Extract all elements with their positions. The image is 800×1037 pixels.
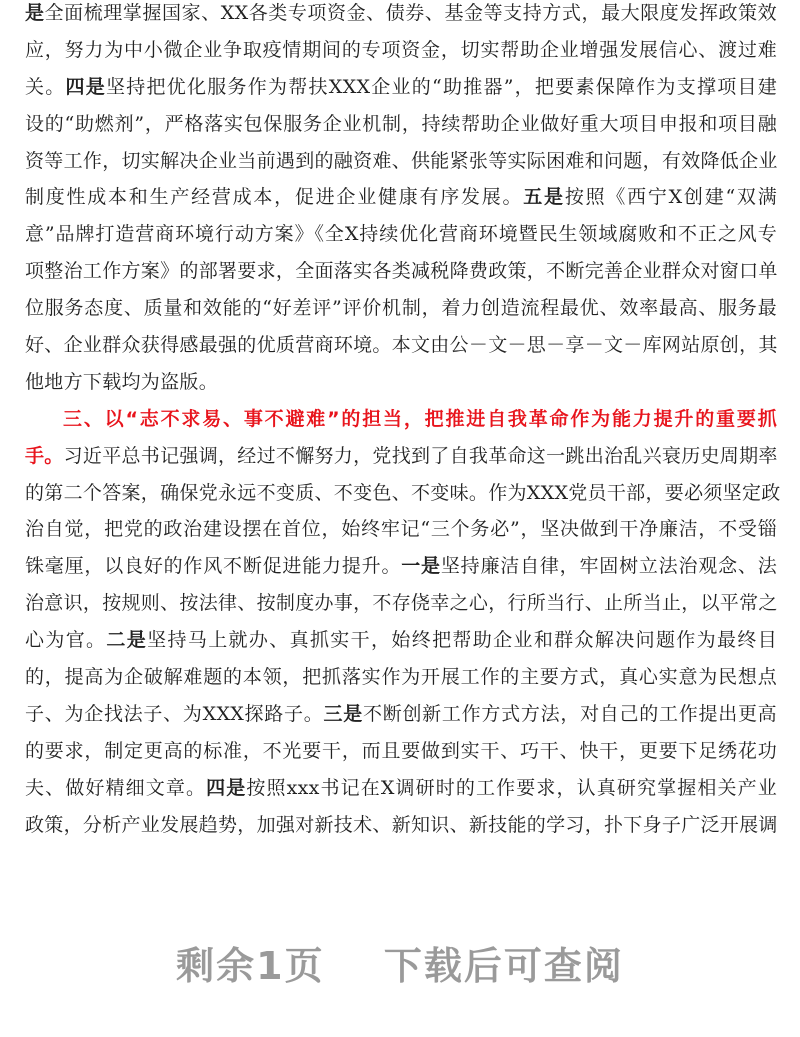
text-segment: 铢毫厘，以良好的作风不断促进能力提升。	[25, 555, 402, 578]
text-segment: 治意识，按规则、按法律、按制度办事，不存侥幸之心，行所当行、止所当止，以平常之	[25, 592, 778, 615]
text-segment: 的要求，制定更高的标准，不光要干，而且要做到实干、巧干、快干，更要下足绣花功	[25, 739, 777, 762]
bold-marker: 四是	[65, 75, 107, 98]
text-line	[25, 111, 777, 148]
text-line	[25, 516, 777, 553]
text-segment: 夫、做好精细文章。	[25, 776, 207, 799]
text-line	[25, 553, 777, 590]
section-heading	[25, 406, 777, 443]
text-segment: 全面梳理掌握国家、XX各类专项资金、债券、基金等支持方式，最大限度发挥政策效	[44, 2, 777, 24]
text-segment: 应，努力为中小微企业争取疫情期间的专项资金，切实帮助企业增强发展信心、渡过难	[25, 38, 777, 61]
text-line	[25, 443, 777, 480]
text-line	[25, 812, 777, 849]
text-segment: 他地方下载均为盗版。	[25, 370, 219, 393]
text-segment: 按照《西宁X创建“双满	[564, 186, 777, 209]
text-line	[25, 775, 777, 812]
text-line	[25, 184, 777, 221]
text-segment: 心为官。	[25, 629, 107, 652]
text-line	[25, 664, 777, 701]
text-line	[25, 701, 777, 738]
text-segment: 坚持把优化服务作为帮扶XXX企业的“助推器”，把要素保障作为支撑项目建	[106, 75, 777, 98]
text-segment: 意”品牌打造营商环境行动方案》《全X持续优化营商环境暨民生领域腐败和不正之风专	[25, 223, 777, 246]
text-segment: 按照xxx书记在X调研时的工作要求，认真研究掌握相关产业	[246, 776, 777, 799]
text-line	[25, 627, 777, 664]
text-line	[25, 148, 777, 185]
text-segment: 子、为企找法子、为XXX探路子。	[25, 702, 324, 725]
text-line	[25, 295, 777, 332]
text-segment: 政策，分析产业发展趋势，加强对新技术、新知识、新技能的学习，扑下身子广泛开展调	[25, 813, 778, 836]
text-line	[25, 74, 777, 111]
download-to-view-label[interactable]: 下载后可查阅	[383, 944, 624, 988]
text-line	[25, 0, 777, 37]
text-line	[25, 590, 777, 627]
bold-marker: 四是	[206, 776, 247, 799]
text-segment: 习近平总书记强调，经过不懈努力，党找到了自我革命这一跳出治乱兴衰历史周期率	[63, 444, 778, 467]
text-line	[25, 37, 777, 74]
text-line	[25, 332, 777, 369]
bold-marker: 五是	[523, 186, 565, 209]
download-prompt[interactable]	[0, 935, 800, 990]
text-line	[25, 480, 781, 517]
bold-marker: 是	[25, 2, 45, 24]
text-line	[25, 258, 777, 295]
text-segment: 的第二个答案，确保党永远不变质、不变色、不变味。作为XXX党员干部，要必须坚定政	[25, 481, 781, 504]
text-segment: 制度性成本和生产经营成本，促进企业健康有序发展。	[25, 186, 524, 209]
text-line	[25, 738, 777, 775]
bold-marker: 三是	[323, 702, 363, 725]
text-segment: 位服务态度、质量和效能的“好差评”评价机制，着力创造流程最优、效率最高、服务最	[25, 297, 777, 320]
document-body	[25, 0, 781, 848]
heading-text: 三、以“志不求易、事不避难”的担当，把推进自我革命作为能力提升的重要抓	[63, 407, 777, 430]
remaining-pages-label: 剩余1页	[176, 944, 325, 988]
text-segment: 治自觉，把党的政治建设摆在首位，始终牢记“三个务必”，坚决做到干净廉洁，不受锱	[25, 518, 777, 541]
text-segment: 不断创新工作方式方法，对自己的工作提出更高	[362, 702, 777, 725]
text-segment: 关。	[25, 75, 66, 98]
text-line	[25, 221, 777, 258]
text-segment: 坚持马上就办、真抓实干，始终把帮助企业和群众解决问题作为最终目	[147, 629, 778, 652]
text-segment: 的，提高为企破解难题的本领，把抓落实作为开展工作的主要方式，真心实意为民想点	[25, 666, 777, 689]
text-segment: 资等工作，切实解决企业当前遇到的融资难、供能紧张等实际困难和问题，有效降低企业	[25, 149, 778, 172]
text-segment: 坚持廉洁自律，牢固树立法治观念、法	[440, 555, 777, 578]
heading-text: 手。	[25, 444, 64, 467]
text-segment: 项整治工作方案》的部署要求，全面落实各类减税降费政策，不断完善企业群众对窗口单	[25, 260, 778, 283]
bold-marker: 二是	[106, 629, 148, 652]
text-line	[25, 369, 777, 406]
bold-marker: 一是	[401, 555, 441, 578]
text-segment: 好、企业群众获得感最强的优质营商环境。本文由公－文－思－享－文－库网站原创，其	[25, 334, 778, 357]
text-segment: 设的“助燃剂”，严格落实包保服务企业机制，持续帮助企业做好重大项目申报和项目融	[25, 112, 777, 135]
